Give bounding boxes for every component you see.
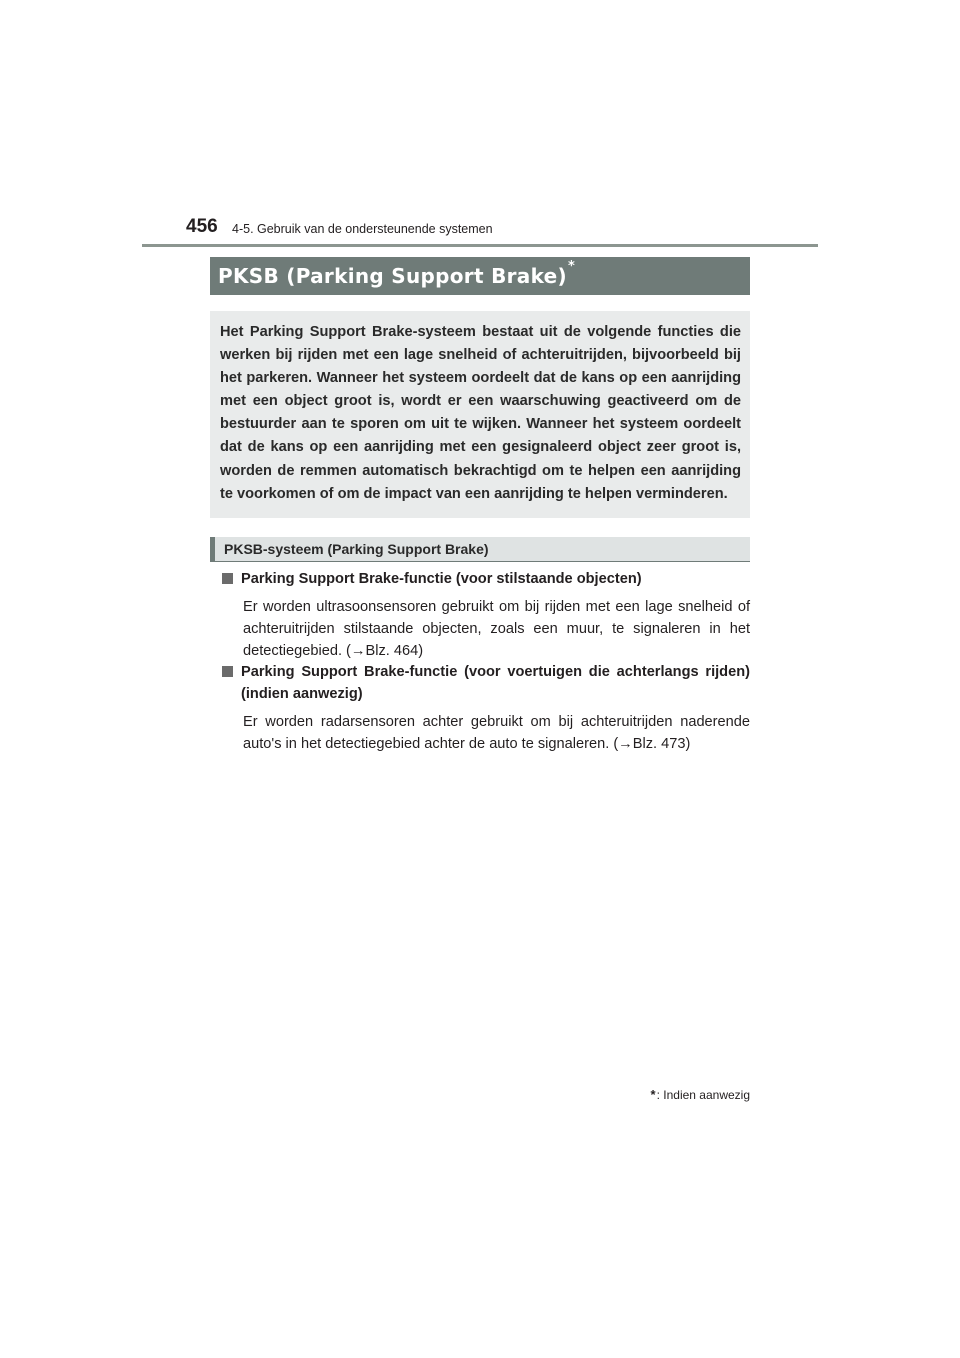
footnote-marker: * [650,1087,656,1102]
section-title: PKSB-systeem (Parking Support Brake) [224,541,489,557]
section-header [210,537,750,561]
header-rule [142,244,818,247]
footnote [651,1087,750,1102]
footnote-text: : Indien aanwezig [656,1087,750,1102]
page-number: 456 [186,216,218,237]
title-bar [210,257,750,295]
intro-text: Het Parking Support Brake-systeem bestaat uit de volgende functies die werken bij rijden met een lage snelheid of achteruitrijden, bijvoorbeeld bij het parkeren. Wanneer het systeem oordeelt dat de kans op een aanrijding met een object groot is, wordt er een waarschuwing geactiveerd om de bestuurder aan te sporen om uit te wijken. Wanneer het systeem oordeelt dat de kans op een aanrijding met een gesignaleerd object zeer groot is, worden de remmen automatisch bekrachtigd om te helpen een aanrijding te voorkomen of om de impact van een aanrijding te helpen verminderen. [220,324,741,502]
section-underline [210,561,750,562]
running-head: 4-5. Gebruik van de ondersteunende systemen [232,222,493,236]
item-title: Parking Support Brake-functie (voor stilstaande objecten) [241,571,642,587]
intro-box [210,311,750,518]
item-heading [222,661,750,705]
item-body: Er worden ultrasoonsensoren gebruikt om bij rijden met een lage snelheid of achteruitrijden stilstaande objecten, zoals een muur, te signaleren in het detectiegebied. (→Blz. 464) [243,599,750,659]
list-item [222,568,750,662]
title-footnote-marker: * [567,258,575,274]
square-bullet-icon [222,573,233,584]
square-bullet-icon [222,666,233,677]
item-body: Er worden radarsensoren achter gebruikt om bij achteruitrijden naderende auto's in het detectiegebied achter de auto te signaleren. (→Blz. 473) [243,714,750,752]
list-item [222,661,750,755]
item-title: Parking Support Brake-functie (voor voertuigen die achterlangs rijden) (indien aanwezig) [241,664,750,702]
item-heading [222,568,750,590]
page-title: PKSB (Parking Support Brake) [218,264,567,288]
